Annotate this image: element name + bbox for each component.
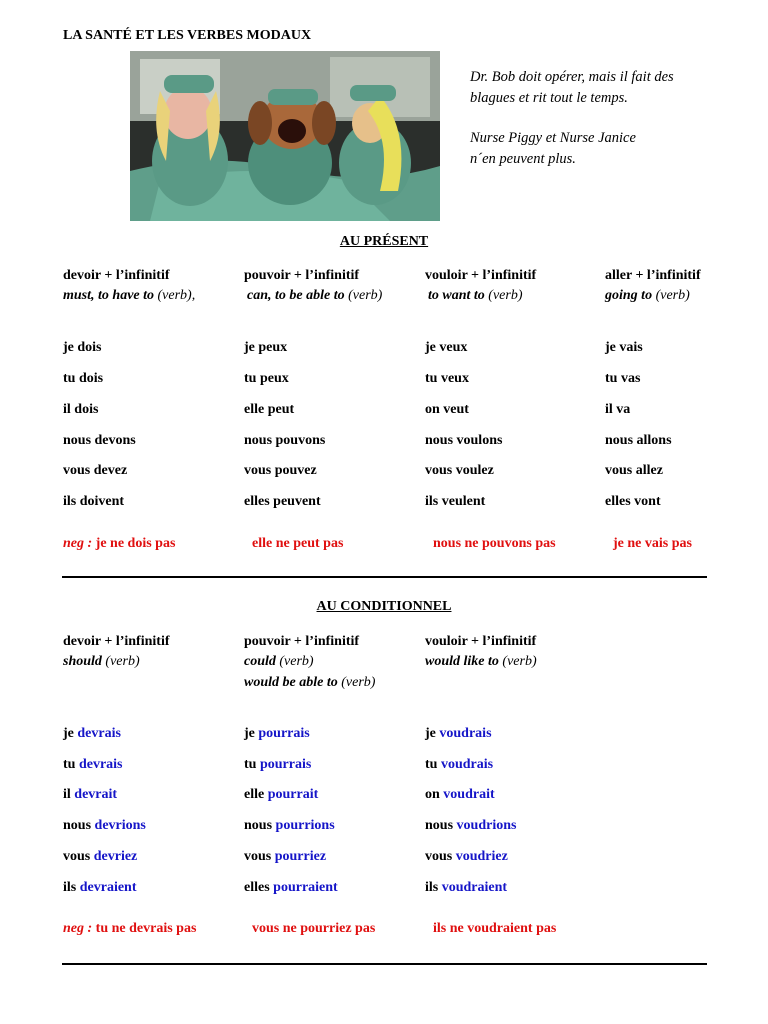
cond-devoir-meaning: should (verb) (63, 654, 140, 669)
cond-vouloir-meaning: would like to (verb) (425, 654, 537, 669)
present-vouloir-meaning: to want to (verb) (428, 288, 523, 303)
caption-line-1: Dr. Bob doit opérer, mais il fait des (470, 69, 674, 85)
present-aller-form-3: il va (605, 402, 631, 417)
present-vouloir-header: vouloir + l’infinitif (425, 268, 537, 283)
cond-pouvoir-form-3: elle pourrait (244, 787, 319, 802)
cond-pouvoir-meaning: could (verb) (244, 654, 314, 669)
muppets-photo (130, 51, 440, 221)
present-devoir-form-1: je dois (63, 340, 102, 355)
cond-pouvoir-meaning-2: would be able to (verb) (244, 675, 376, 690)
present-aller-form-1: je vais (605, 340, 643, 355)
bottom-divider (62, 963, 707, 965)
cond-vouloir-form-4: nous voudrions (425, 818, 517, 833)
cond-devoir-negation: neg : tu ne devrais pas (63, 921, 197, 936)
caption-line-2: blagues et rit tout le temps. (470, 90, 628, 106)
present-aller-meaning: going to (verb) (605, 288, 690, 303)
section-divider (62, 576, 707, 578)
present-aller-header: aller + l’infinitif (605, 268, 701, 283)
present-vouloir-form-4: nous voulons (425, 433, 503, 448)
cond-pouvoir-form-2: tu pourrais (244, 757, 312, 772)
present-pouvoir-meaning: can, to be able to (verb) (247, 288, 383, 303)
photo-icon (130, 51, 440, 221)
present-aller-form-5: vous allez (605, 463, 663, 478)
present-pouvoir-form-3: elle peut (244, 402, 295, 417)
cond-vouloir-form-2: tu voudrais (425, 757, 494, 772)
present-pouvoir-form-1: je peux (244, 340, 288, 355)
caption-line-3: Nurse Piggy et Nurse Janice (470, 130, 636, 146)
cond-vouloir-form-1: je voudrais (425, 726, 492, 741)
present-pouvoir-form-2: tu peux (244, 371, 289, 386)
cond-devoir-header: devoir + l’infinitif (63, 634, 170, 649)
present-pouvoir-form-4: nous pouvons (244, 433, 326, 448)
cond-devoir-form-6: ils devraient (63, 880, 137, 895)
cond-devoir-form-4: nous devrions (63, 818, 146, 833)
present-pouvoir-form-6: elles peuvent (244, 494, 321, 509)
cond-pouvoir-form-4: nous pourrions (244, 818, 335, 833)
present-aller-form-6: elles vont (605, 494, 661, 509)
cond-devoir-form-5: vous devriez (63, 849, 138, 864)
present-devoir-form-2: tu dois (63, 371, 104, 386)
present-aller-negation: je ne vais pas (613, 536, 692, 551)
cond-vouloir-header: vouloir + l’infinitif (425, 634, 537, 649)
present-vouloir-negation: nous ne pouvons pas (433, 536, 556, 551)
present-devoir-form-4: nous devons (63, 433, 136, 448)
cond-vouloir-negation: ils ne voudraient pas (433, 921, 557, 936)
cond-pouvoir-negation: vous ne pourriez pas (252, 921, 376, 936)
present-vouloir-form-2: tu veux (425, 371, 469, 386)
present-aller-form-2: tu vas (605, 371, 641, 386)
cond-devoir-form-2: tu devrais (63, 757, 123, 772)
present-vouloir-form-1: je veux (425, 340, 468, 355)
cond-pouvoir-form-5: vous pourriez (244, 849, 327, 864)
present-devoir-header: devoir + l’infinitif (63, 268, 170, 283)
caption-line-4: n´en peuvent plus. (470, 151, 576, 167)
section-conditional-heading: AU CONDITIONNEL (316, 599, 452, 614)
present-pouvoir-header: pouvoir + l’infinitif (244, 268, 360, 283)
cond-vouloir-form-3: on voudrait (425, 787, 495, 802)
present-vouloir-form-6: ils veulent (425, 494, 486, 509)
section-present-heading: AU PRÉSENT (339, 234, 429, 249)
cond-devoir-form-1: je devrais (63, 726, 121, 741)
present-devoir-form-5: vous devez (63, 463, 128, 478)
cond-vouloir-form-6: ils voudraient (425, 880, 508, 895)
cond-devoir-form-3: il devrait (63, 787, 118, 802)
present-devoir-negation: neg : je ne dois pas (63, 536, 176, 551)
present-vouloir-form-3: on veut (425, 402, 469, 417)
page-title: LA SANTÉ ET LES VERBES MODAUX (63, 28, 312, 43)
present-pouvoir-form-5: vous pouvez (244, 463, 317, 478)
present-devoir-form-3: il dois (63, 402, 99, 417)
present-pouvoir-negation: elle ne peut pas (252, 536, 344, 551)
cond-vouloir-form-5: vous voudriez (425, 849, 508, 864)
present-devoir-form-6: ils doivent (63, 494, 125, 509)
present-devoir-meaning: must, to have to (verb), (63, 288, 196, 303)
cond-pouvoir-form-1: je pourrais (244, 726, 310, 741)
cond-pouvoir-form-6: elles pourraient (244, 880, 338, 895)
cond-pouvoir-header: pouvoir + l’infinitif (244, 634, 360, 649)
present-aller-form-4: nous allons (605, 433, 672, 448)
present-vouloir-form-5: vous voulez (425, 463, 494, 478)
